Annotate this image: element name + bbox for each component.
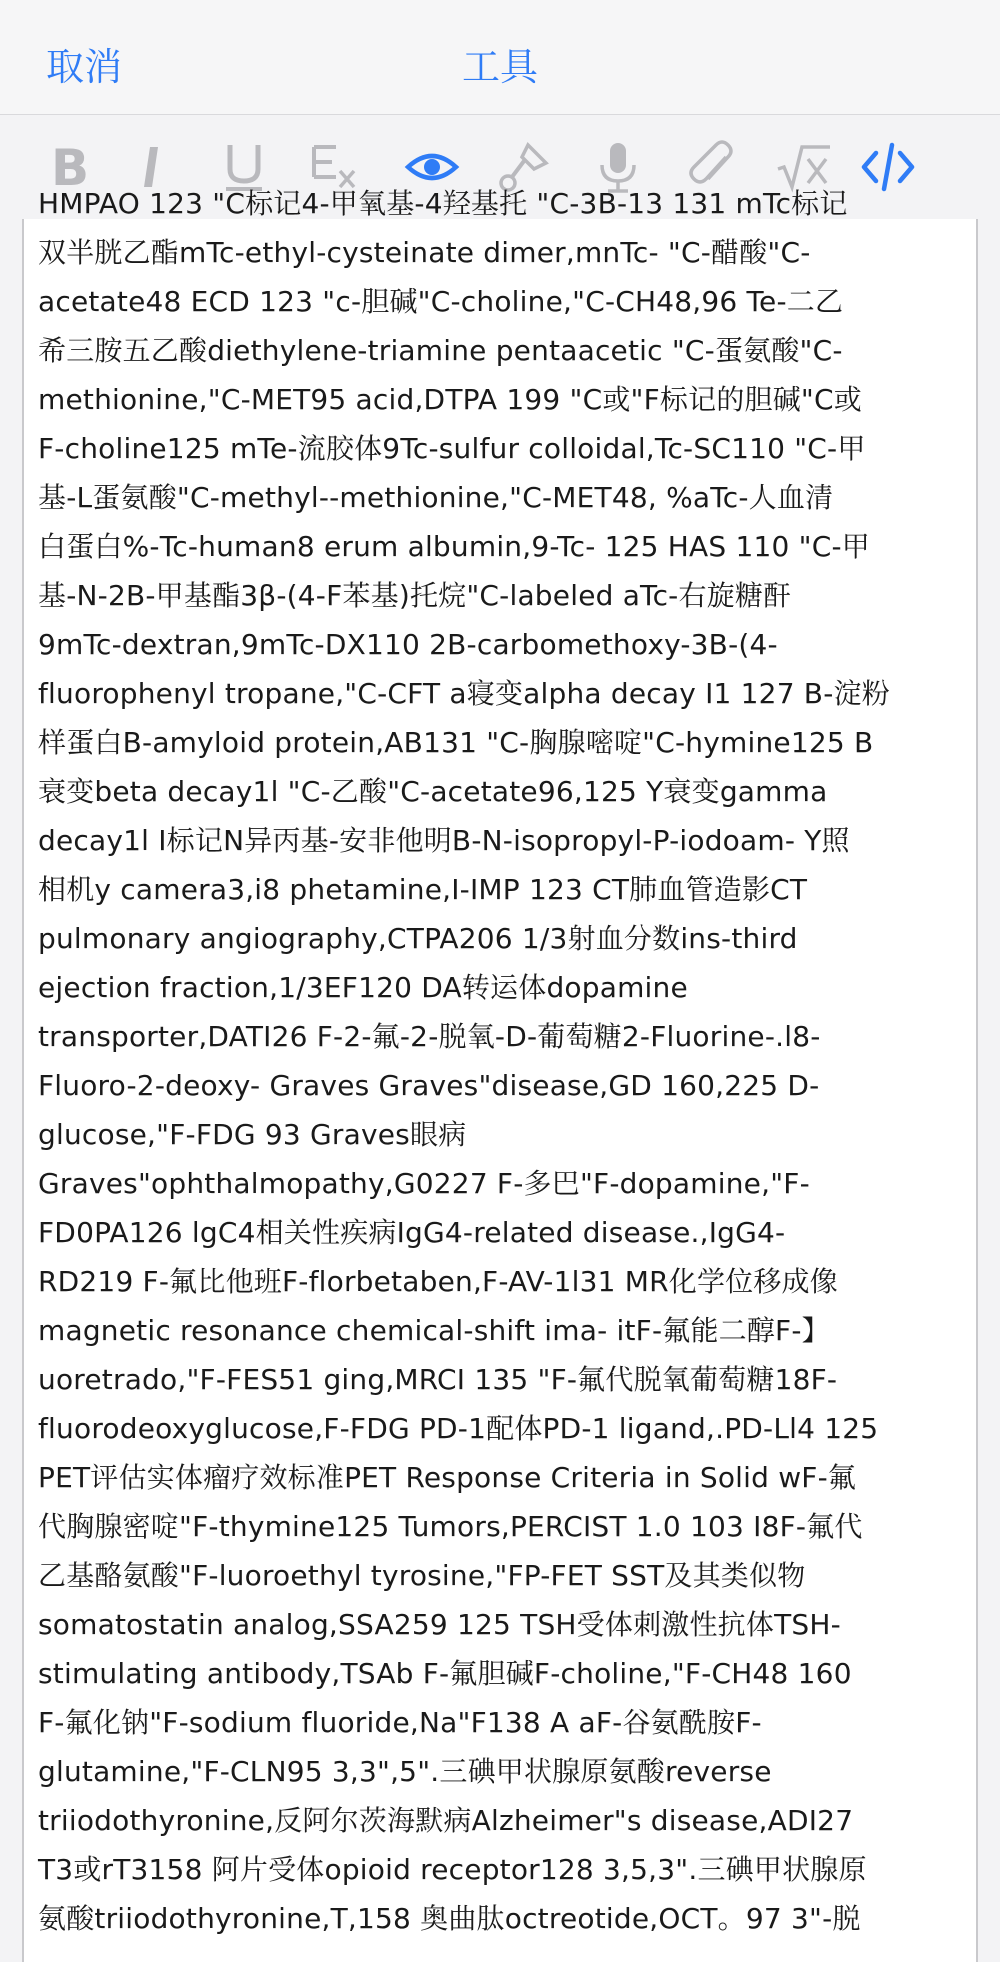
editor-line: stimulating antibody,TSAb F-氟胆碱F-choline,"F-CH48 160 xyxy=(38,1657,852,1690)
editor-line: ejection fraction,1/3EF120 DA转运体dopamine xyxy=(38,971,688,1004)
editor-line: 9mTc-dextran,9mTc-DX110 2B-carbomethoxy-3B-(4- xyxy=(38,628,778,661)
editor-line: pulmonary angiography,CTPA206 1/3射血分数ins-third xyxy=(38,922,798,955)
editor-line: Graves"ophthalmopathy,G0227 F-多巴"F-dopamine,"F- xyxy=(38,1167,810,1200)
editor-line: PET评估实体瘤疗效标准PET Response Criteria in Solid wF-氟 xyxy=(38,1461,857,1494)
editor-line: uoretrado,"F-FES51 ging,MRCI 135 "F-氟代脱氧葡萄糖18F- xyxy=(38,1363,838,1396)
editor-line: T3或rT3158 阿片受体opioid receptor128 3,5,3".三碘甲状腺原 xyxy=(38,1853,867,1886)
editor-content xyxy=(38,179,998,1943)
nav-title: 工具 xyxy=(461,45,538,89)
editor-line: decay1l I标记N异丙基-安非他明B-N-isopropyl-P-iodoam- Y照 xyxy=(38,824,850,857)
editor-line: somatostatin analog,SSA259 125 TSH受体刺激性抗体TSH- xyxy=(38,1608,841,1641)
editor-line: 乙基酪氨酸"F-luoroethyl tyrosine,"FP-FET SST及其类似物 xyxy=(38,1559,806,1592)
editor-line: fluorodeoxyglucose,F-FDG PD-1配体PD-1 ligand,.PD-Ll4 125 xyxy=(38,1412,879,1445)
navigation-bar xyxy=(0,0,1000,115)
editor-line: transporter,DATI26 F-2-氟-2-脱氧-D-葡萄糖2-Fluorine-.l8- xyxy=(38,1020,821,1053)
editor-line: glucose,"F-FDG 93 Graves眼病 xyxy=(38,1118,467,1151)
editor-line: 代胸腺密啶"F-thymine125 Tumors,PERCIST 1.0 103 I8F-氟代 xyxy=(38,1510,863,1543)
editor-line: 衰变beta decay1l "C-乙酸"C-acetate96,125 Y衰变gamma xyxy=(38,775,828,808)
editor-line: 样蛋白B-amyloid protein,AB131 "C-胸腺嘧啶"C-hymine125 B xyxy=(38,726,874,759)
editor-line: acetate48 ECD 123 "c-胆碱"C-choline,"C-CH48,96 Te-二乙 xyxy=(38,285,844,318)
editor-line: 基-N-2B-甲基酯3β-(4-F苯基)托烷"C-labeled aTc-右旋糖酐 xyxy=(38,579,792,612)
editor-line: FD0PA126 lgC4相关性疾病IgG4-related disease.,IgG4- xyxy=(38,1216,786,1249)
editor-line: HMPAO 123 "C标记4-甲氧基-4羟基托 "C-3B-13 131 mTc标记 xyxy=(38,187,848,220)
editor-line: RD219 F-氟比他班F-florbetaben,F-AV-1l31 MR化学位移成像 xyxy=(38,1265,838,1298)
editor-line: Fluoro-2-deoxy- Graves Graves"disease,GD 160,225 D- xyxy=(38,1069,820,1102)
editor-line: F-choline125 mTe-流胶体9Tc-sulfur colloidal,Tc-SC110 "C-甲 xyxy=(38,432,866,465)
svg-text:B: B xyxy=(50,139,90,197)
editor-line: 基-L蛋氨酸"C-methyl--methionine,"C-MET48, %aTc-人血清 xyxy=(38,481,834,514)
editor-line: magnetic resonance chemical-shift ima- itF-氟能二醇F-】 xyxy=(38,1314,830,1347)
editor-line: 白蛋白%-Tc-human8 erum albumin,9-Tc- 125 HAS 110 "C-甲 xyxy=(38,530,870,563)
editor-line: 相机y camera3,i8 phetamine,I-IMP 123 CT肺血管造影CT xyxy=(38,873,808,906)
editor-line: 双半胱乙酯mTc-ethyl-cysteinate dimer,mnTc- "C-醋酸"C- xyxy=(38,236,811,269)
editor-line: 氨酸triiodothyronine,T,158 奥曲肽octreotide,OCT。97 3"-脱 xyxy=(38,1902,861,1935)
cancel-button[interactable]: 取消 xyxy=(46,45,123,89)
text-editor[interactable] xyxy=(22,187,978,1962)
editor-line: glutamine,"F-CLN95 3,3",5".三碘甲状腺原氨酸reverse xyxy=(38,1755,772,1788)
editor-line: F-氟化钠"F-sodium fluoride,Na"F138 A aF-谷氨酰胺F- xyxy=(38,1706,762,1739)
editor-line: methionine,"C-MET95 acid,DTPA 199 "C或"F标记的胆碱"C或 xyxy=(38,383,862,416)
editor-line: 希三胺五乙酸diethylene-triamine pentaacetic "C-蛋氨酸"C- xyxy=(38,334,843,367)
editor-line: triiodothyronine,反阿尔茨海默病Alzheimer"s disease,ADI27 xyxy=(38,1804,854,1837)
editor-line: fluorophenyl tropane,"C-CFT a寝变alpha decay I1 127 B-淀粉 xyxy=(38,677,890,710)
